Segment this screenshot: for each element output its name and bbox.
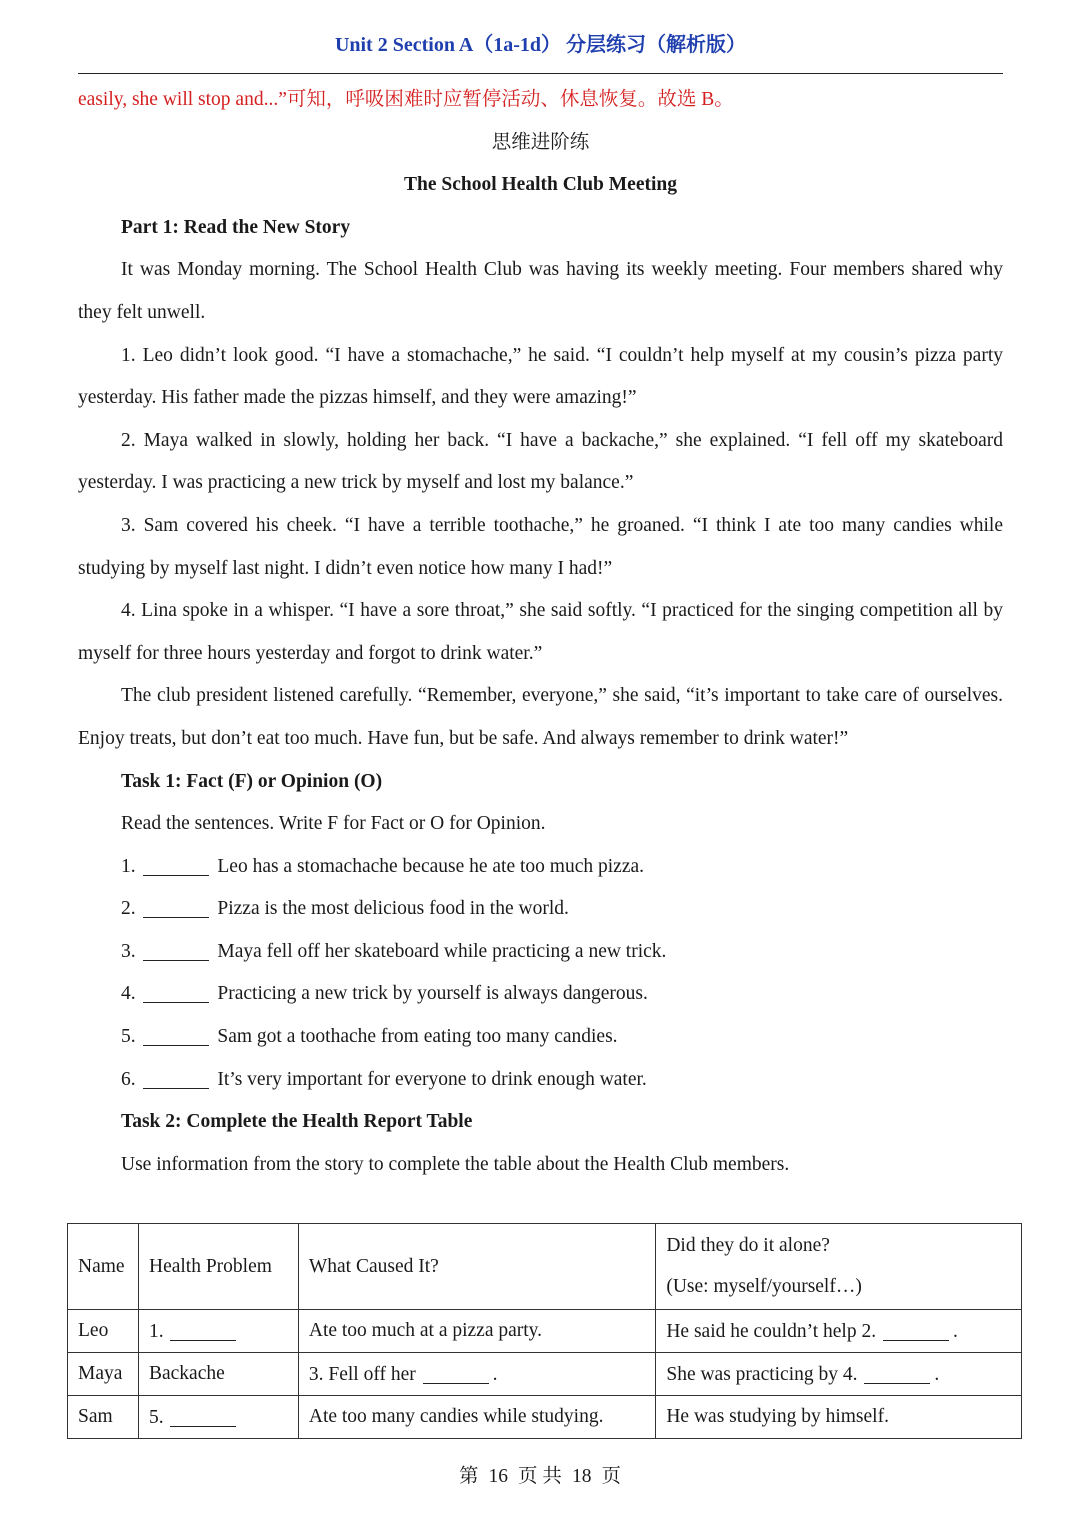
answer-blank[interactable] bbox=[170, 1406, 236, 1427]
column-header-line: Did they do it alone? bbox=[666, 1235, 830, 1256]
answer-blank[interactable] bbox=[864, 1363, 930, 1384]
footer-total-pages: 18 bbox=[571, 1466, 592, 1487]
column-header: Health Problem bbox=[138, 1224, 298, 1310]
story-paragraph: 3. Sam covered his cheek. “I have a terrible toothache,” he groaned. “I think I ate too many candies while studying by myself last night. I didn’t even notice how many I had!” bbox=[78, 514, 1003, 579]
cell-text: 1. bbox=[148, 1320, 164, 1342]
task2-heading: Task 2: Complete the Health Report Table bbox=[121, 1111, 473, 1133]
item-number: 6. bbox=[121, 1068, 136, 1090]
cell-text: She was practicing by 4. bbox=[666, 1363, 858, 1385]
header-title: Unit 2 Section A（1a-1d） 分层练习（解析版） bbox=[334, 34, 747, 56]
table-header-row bbox=[68, 1224, 1022, 1310]
story-paragraph: 4. Lina spoke in a whisper. “I have a sore throat,” she said softly. “I practiced for the singing competition all by myself for three hours yesterday and forgot to drink water.” bbox=[78, 600, 1003, 664]
task1-item bbox=[78, 973, 1003, 1016]
answer-blank[interactable] bbox=[143, 1025, 209, 1046]
cell-problem bbox=[138, 1310, 298, 1353]
answer-blank[interactable] bbox=[883, 1320, 949, 1341]
answer-blank[interactable] bbox=[143, 940, 209, 961]
answer-blank[interactable] bbox=[143, 897, 209, 918]
item-number: 4. bbox=[121, 983, 136, 1005]
task1-item bbox=[78, 888, 1003, 931]
answer-blank[interactable] bbox=[143, 1068, 209, 1089]
item-number: 1. bbox=[121, 855, 136, 877]
item-number: 3. bbox=[121, 940, 136, 962]
answer-blank[interactable] bbox=[143, 982, 209, 1003]
cell-name: Leo bbox=[68, 1310, 139, 1353]
document-header bbox=[78, 30, 1003, 74]
carryover-answer: easily, she will stop and...”可知，呼吸困难时应暂停活动、休息恢复。故选 B。 bbox=[78, 89, 734, 110]
cell-cause: Ate too many candies while studying. bbox=[298, 1396, 655, 1439]
section-label: 思维进阶练 bbox=[491, 131, 590, 153]
page-footer bbox=[0, 1460, 1080, 1488]
cell-text: 5. bbox=[148, 1406, 164, 1428]
cell-cause: 3. Fell off her . bbox=[298, 1353, 655, 1396]
item-text: Leo has a stomachache because he ate too much pizza. bbox=[217, 855, 645, 877]
cell-name: Maya bbox=[68, 1353, 139, 1396]
column-header bbox=[656, 1224, 1022, 1310]
footer-prefix: 第 bbox=[459, 1466, 479, 1487]
table-row bbox=[68, 1396, 1022, 1439]
page-content bbox=[78, 79, 1003, 1186]
task1-item bbox=[78, 846, 1003, 889]
item-text: Pizza is the most delicious food in the world. bbox=[217, 898, 569, 920]
story-title: The School Health Club Meeting bbox=[403, 174, 677, 196]
cell-text: He said he couldn’t help 2. bbox=[666, 1320, 877, 1342]
story-paragraph: 1. Leo didn’t look good. “I have a stomachache,” he said. “I couldn’t help myself at my cousin’s pizza party yesterday. His father made the pizzas himself, and they were amazing!” bbox=[78, 344, 1003, 409]
table-row bbox=[68, 1310, 1022, 1353]
task2-instruction: Use information from the story to complete the table about the Health Club members. bbox=[121, 1153, 790, 1175]
story-paragraph: 2. Maya walked in slowly, holding her back. “I have a backache,” she explained. “I fell off my skateboard yesterday. I was practicing a new trick by myself and lost my balance.” bbox=[78, 429, 1003, 494]
cell-text: 3. Fell off her bbox=[308, 1363, 416, 1385]
footer-mid: 页 共 bbox=[518, 1466, 562, 1487]
part1-heading: Part 1: Read the New Story bbox=[121, 216, 351, 238]
item-text: It’s very important for everyone to drink enough water. bbox=[217, 1068, 647, 1090]
answer-blank[interactable] bbox=[423, 1363, 489, 1384]
column-header: What Caused It? bbox=[298, 1224, 655, 1310]
item-number: 2. bbox=[121, 898, 136, 920]
task1-item bbox=[78, 931, 1003, 974]
task1-instruction: Read the sentences. Write F for Fact or O for Opinion. bbox=[121, 813, 546, 835]
task1-heading: Task 1: Fact (F) or Opinion (O) bbox=[121, 770, 383, 792]
footer-suffix: 页 bbox=[601, 1466, 621, 1487]
column-header: Name bbox=[68, 1224, 139, 1310]
task1-item bbox=[78, 1059, 1003, 1102]
task1-item bbox=[78, 1016, 1003, 1059]
story-paragraph: The club president listened carefully. “Remember, everyone,” she said, “it’s important to take care of ourselves. Enjoy treats, but don’t eat too much. Have fun, but be safe. And always remember to drink water!” bbox=[78, 685, 1003, 749]
item-text: Sam got a toothache from eating too many candies. bbox=[217, 1026, 618, 1048]
footer-page-number: 16 bbox=[488, 1466, 509, 1487]
table-row bbox=[68, 1353, 1022, 1396]
column-header-line: (Use: myself/yourself…) bbox=[666, 1276, 862, 1297]
answer-blank[interactable] bbox=[170, 1320, 236, 1341]
cell-alone: He said he couldn’t help 2. . bbox=[656, 1310, 1022, 1353]
cell-name: Sam bbox=[68, 1396, 139, 1439]
health-report-table bbox=[67, 1223, 1022, 1439]
item-number: 5. bbox=[121, 1026, 136, 1048]
item-text: Maya fell off her skateboard while practicing a new trick. bbox=[217, 940, 667, 962]
answer-blank[interactable] bbox=[143, 855, 209, 876]
cell-cause: Ate too much at a pizza party. bbox=[298, 1310, 655, 1353]
cell-alone: He was studying by himself. bbox=[656, 1396, 1022, 1439]
cell-problem: Backache bbox=[138, 1353, 298, 1396]
cell-problem bbox=[138, 1396, 298, 1439]
story-paragraph: It was Monday morning. The School Health Club was having its weekly meeting. Four members shared why they felt unwell. bbox=[78, 259, 1003, 323]
item-text: Practicing a new trick by yourself is always dangerous. bbox=[217, 983, 648, 1005]
cell-alone: She was practicing by 4. . bbox=[656, 1353, 1022, 1396]
